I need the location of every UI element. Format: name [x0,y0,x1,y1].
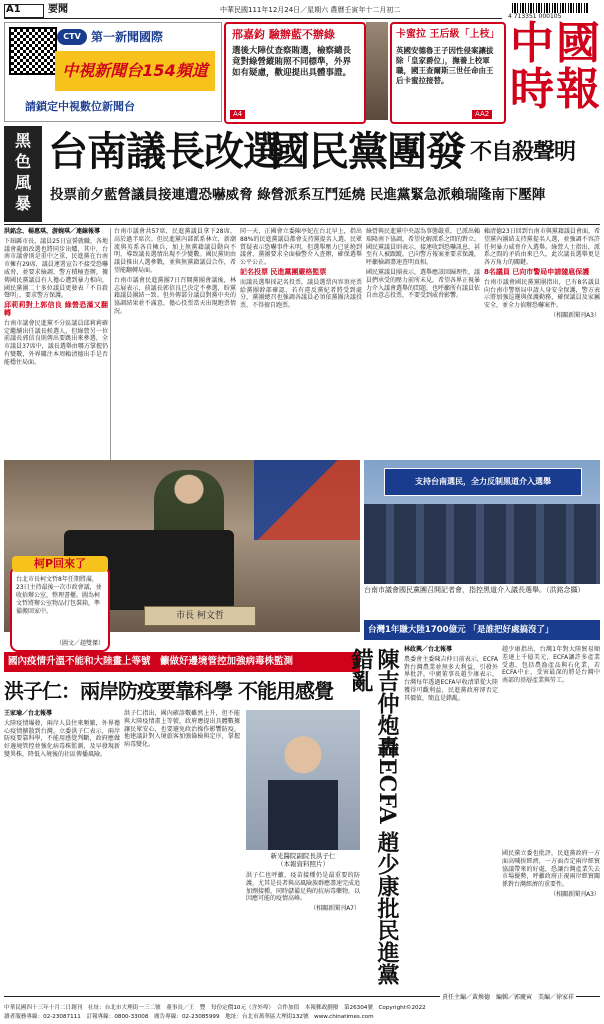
covid-col-3 [246,872,360,992]
headline-main-1: 台南議長改選 [48,128,282,175]
covid-photo [246,710,360,850]
ecfa-col-3 [502,850,600,992]
promo-box[interactable] [4,22,222,122]
ecfa-byline: 林政興／台北報導 [404,646,453,653]
photo-flag [254,460,360,540]
barcode-number: 4 713351 000105 [508,13,562,20]
story-col1b-text: 台南市議會民進黨不分區議員邱莉莉確定繼續出任議長候選人，但綠營另一位前議長郭信良則傳出要跳出來參選，全市議員37席中，議長選舉由哪方掌握仍有變數，外界關注本周賴清德出手是否能穩住局面。 [4,319,108,366]
covid-photo-credit: （本報資料照片） [277,860,329,868]
photo2-credit: （洪銘念攝） [546,586,585,594]
footer-line1: 中華民國四十三年十月二日創刊 社址：台北市大理街一三二號 董事長／王 豐 每份定價10元（含外埠） 合作加值 本報郵政劃撥 第26304號 Copyright©2022 [4,1005,426,1011]
photo-kmt-press [364,460,600,584]
story-sub-3: 記名投票 民進黨團嚴格監票 [240,267,327,276]
covid-credit: （相關新聞刊A7） [310,905,360,913]
qr-code[interactable] [9,27,57,75]
teaser-1-body: 選後大陣仗查察賄選，檢察總長竟對綠營縱賄照不同標準，外界如有疑慮，歡迎提出具體事證。 [232,46,352,78]
covid-col-2 [124,710,240,992]
story-col2-text: 台南市議會共57席，民進黨議員拿下28席，高於過半席次。但民進黨內部派系林立，新潮流與英系各自擁兵，加上無黨籍議員動向不明，導致議長選情出現不少變數。國民黨則由議員推出人選參戰，並與無黨籍議員合作，希望能翻轉局面。 [114,228,236,274]
photo2-caption [364,586,600,595]
story-col-5 [484,228,600,454]
story-credit: （相關新聞刊A3） [550,311,600,319]
ctv-logo: CTV [57,29,87,45]
covid-photo-caption-text: 新光醫院副院長洪子仁 [270,852,336,860]
covid-photo-person [268,728,338,850]
ecfa-col3-text: 國民黨立委也批評，民進黨政府一方面高喊拚經濟，一方面否定兩岸經貿協議帶來的好處，恐讓台灣產業失去市場優勢，呼籲政府正視兩岸經貿關係對台灣經濟的重要性。 [502,850,600,889]
covid-banner-text: 國內疫情升溫不能和大陸畫上等號 籲做好邊境管控加強病毒株監測 [8,656,294,667]
section-label: 要聞 [48,4,68,15]
photo1-caption-bubble [10,557,110,652]
teaser-box-1[interactable] [224,22,366,124]
promo-line2: 中視新聞台154頻道 [55,51,215,91]
covid-col2-text: 洪子仁指出，國內確診數雖然上升，但不能與大陸疫情畫上等號，政府應提出具體數據讓民眾安心，也要避免政治操作影響防疫。他建議針對入境旅客加強篩檢與定序，掌握病毒變化。 [124,710,240,749]
story-col-3 [240,228,362,458]
teaser-2-tag: AA2 [472,110,492,119]
covid-photo-caption [246,852,360,868]
ecfa-banner-text: 台灣1年賺大陸1700億元 「是誰把好處搞沒了」 [368,625,554,635]
dateline: 中華民國111年12月24日／星期六 農曆壬寅年十二月初二 [220,6,401,14]
photo-nameplate [144,606,256,626]
headline-sub: 投票前夕藍營議員接連遭恐嚇威脅 綠營派系互鬥延燒 民進黨緊急派賴瑞隆南下壓陣 [50,187,546,203]
teaser-1-title: 邢嘉鈞 驗辦藍不辦綠 [232,28,335,41]
footer-editors: 責任主編／黃煥德 編輯／郭慶寅 美編／徐家祥 [442,994,575,1001]
ecfa-banner [364,620,600,640]
nameplate-text: 市長 柯文哲 [176,611,224,621]
teaser-photo [366,22,388,120]
top-rule [4,18,502,19]
story-col5-text: 賴清德23日回到台南市與黨籍議員會面，希望黨內團結支持黨提名人選，並強調不容許任何暴力威脅介入選舉。綠營人士指出，派系之間的矛盾由來已久，此次議長選舉更是各方角力的關鍵。 [484,228,600,267]
story-col-1 [4,228,108,404]
story-col3b-text: 而議長選舉採記名投票，議員選票內容須亮票給黨團幹部確認，若有違反黨紀者將受到處分，黨團總召也強調各議員必須依黨團決議投票，不得擅自跑票。 [240,278,362,310]
teaser-2-title: 卡蜜拉 王后級「上枝」 [396,29,500,40]
story-col2b-text: 台南市議會民進黨團7日召開黨團會議後，林志展表示，前議長郭信良已決定不參選，盼黨籍議員團結一致。但外傳部分議員對黨中央的協調結果並不滿意，擔心投票當天出現跑票情況。 [114,276,236,315]
masthead-line2: 時報 [510,64,602,115]
story-col5b-text: 台南市議會國民黨黨團指出，已有8名議員向台南市警察局申請人身安全保護，警方表示將加強巡邏與保護勤務，確保議員及家屬安全，並全力偵辦恐嚇案件。 [484,278,600,310]
covid-byline: 王家瑜／台北報導 [4,710,53,717]
covid-col3-text: 洪子仁也呼籲，疫苗接種仍是最重要的防護，尤其是長者與高風險族群應盡速完成追加劑接種，同時儲備足夠的抗病毒藥物，以因應可能的疫情高峰。 [246,872,361,903]
covid-headline: 洪子仁：兩岸防疫要靠科學 不能用感覺 [4,679,333,703]
covid-col1-text: 大陸疫情爆發，兩岸人員往來頻繁，外界擔心疫情擴散到台灣。立委洪子仁表示，兩岸防疫要靠科學，不能用感覺判斷，政府應做好邊境管控並強化病毒株監測，及早發現新變異株，降低入境後的社區傳播風險。 [4,719,120,758]
headline-main-2: 國民黨團發 [270,128,465,175]
story-sub-1: 邱莉莉對上郭信良 綠營恐滿又翻轉 [4,301,108,317]
covid-banner [4,652,360,672]
teaser-box-2[interactable] [390,22,506,124]
footer-line2: 讀者服務專線：02-23087111 訂報專線：0800-33008 廣告專線：02-23085999 地址：台北市萬華區大理街132號 www.chinatimes.com [4,1014,374,1020]
ecfa-col-2 [502,646,600,846]
story-col4-text: 綠營與民進黨中央認為事態嚴重，已派出賴瑞隆南下協調，希望化解派系之間的對立。國民黨議員則表示，接連收到恐嚇訊息，甚至有人被跟蹤，已向警方報案並要求保護，呼籲檢調盡速查明真相。 [366,228,481,267]
story-col3-text: 同一天，正國會立委陳亭妃在台北早上，指出88%的民進黨議員都會支持黨提名人選。民眾質疑表示恐嚇事件未明，但選舉壓力已延燒到議會，黨團要求全面檢警介入查辦，確保選舉公平公正。 [240,228,362,267]
kicker-text: 黑色風暴 [14,131,31,213]
headline-main-3: 不自殺聲明 [470,139,576,165]
headline-rule [4,224,600,225]
bubble-body: 台北市長柯文哲8年任期將滿，23日主持最後一次市政會議，並收拾辦公室，整理書櫃。圖為柯文哲將辦公室物品打包裝箱，準備搬回家中。 [16,576,102,615]
press-people [364,504,600,584]
page-tag: A1 [6,4,21,15]
teaser-2-body: 英國安德魯王子因性侵案讓拔除「皇家爵位」，撫養上校軍職，國王查爾斯三世任命由王后卡蜜拉接替。 [396,46,494,85]
ecfa-headline: 陳吉仲炮轟ECFA 趙少康批民進黨錯亂 [348,648,400,986]
story-byline: 洪銘念、楊惠琪、游婉琪／連線報導 [4,228,101,235]
story-sub-5: 8名議員 已向市警局申請隨扈保護 [484,267,590,276]
story-col-4 [366,228,480,454]
story-col-2 [114,228,236,458]
bubble-credit: （圖文／趙雙傑） [55,640,104,647]
promo-line3: 請鎖定中視數位新聞台 [25,100,135,113]
covid-col-1 [4,710,120,992]
ecfa-credit: （相關新聞刊A3） [550,890,600,898]
masthead-line1: 中國 [510,18,602,69]
bubble-title: 柯P回來了 [12,556,108,572]
kicker-box [4,126,42,222]
teaser-1-tag: A4 [230,110,245,119]
promo-line1: 第一新聞國際 [91,30,164,44]
press-banner [384,468,582,496]
ecfa-col-1 [404,646,498,992]
press-banner-text: 支持台南選民，全力反制黑道介入選舉 [415,477,551,486]
ecfa-col1-text: 農委會主委陳吉仲日前表示，ECFA對台灣農業並無多大利益，引發外界批評。中廣董事長趙少康表示，台灣每年透過ECFA早收清單從大陸獲得可觀利益，民進黨政府卻否定其價值，簡直是錯亂。 [404,655,498,702]
barcode [512,3,588,13]
story-col4b-text: 國民黨議員團表示，選舉應該回歸理性，議員們承受的壓力前所未見，希望各界正視暴力介入議會選舉的問題，也呼籲所有議員依自由意志投票，不要受到威脅影響。 [366,268,481,300]
ecfa-col2-text: 趙少康指出，台灣1年對大陸貿易順差達上千億美元，ECFA讓許多產業受惠，包括農漁產品與石化業，若ECFA中止，受害最深的將是台灣中南部的基層產業與勞工。 [502,646,600,685]
photo2-caption-text: 台南市議會國民黨團召開記者會，指控黑道介入議長選舉。 [364,586,546,594]
story-col1-text: 下屆縣市長、議員25日宣誓就職，各地議會龍頭改選也將同步出爐，其中，台南市議會則是重中之重，民進黨在台南市擁有29席，議員連署宣告不接受恐嚇威脅，並要求檢調、警方積極查辦，據傳國民黨議員有人擔心遭到暴力相向，國民黨團二十多位議員更發表「不自殺聲明」，要求警方保護。 [4,237,108,300]
